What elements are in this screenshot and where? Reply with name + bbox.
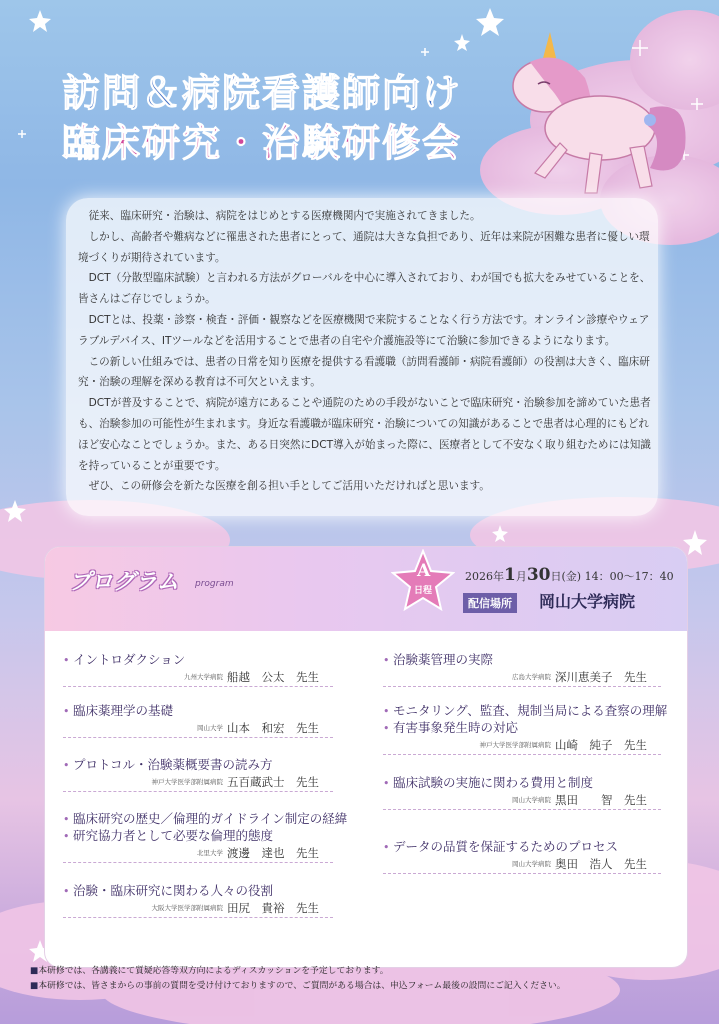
speaker-name: 山崎 純子 先生 [555, 738, 647, 752]
session-title [63, 650, 185, 668]
bullet-icon: • [63, 654, 73, 667]
speaker-name: 黒田 智 先生 [555, 793, 647, 807]
session-title [63, 881, 273, 899]
badge-letter: A [417, 561, 431, 581]
venue-name: 岡山大学病院 [539, 592, 636, 611]
badge-label: 日程 [414, 586, 433, 596]
session-title [383, 718, 518, 736]
session-title-text: 治験・臨床研究に関わる人々の役割 [73, 883, 274, 898]
session-title [383, 773, 593, 791]
speaker-affiliation: 広島大学病院 [512, 673, 551, 681]
speaker-name: 船越 公太 先生 [227, 670, 319, 684]
session-title-text: 治験薬管理の実際 [393, 652, 494, 667]
schedule-star-badge [391, 549, 455, 615]
intro-paragraph: DCT（分散型臨床試験）と言われる方法がグローバルを中心に導入されており、わが国でも拡大をみせていることを、皆さんはご存じでしょうか。 [78, 272, 651, 306]
separator-line [63, 862, 333, 863]
separator-line [63, 686, 333, 687]
session-title-text: モニタリング、監査、規制当局による査察の理解 [393, 703, 668, 718]
separator-line [383, 809, 661, 810]
speaker-name: 奥田 浩人 先生 [555, 857, 647, 871]
date-month: 1 [504, 565, 516, 585]
title-line-1: 訪問＆病院看護師向け [62, 70, 463, 115]
session-title [383, 650, 493, 668]
speaker-affiliation: 岡山大学 [197, 724, 223, 732]
date-day: 30 [526, 565, 551, 585]
speaker-affiliation: 神戸大学医学部附属病院 [151, 778, 223, 786]
separator-line [383, 873, 661, 874]
event-date [465, 565, 674, 585]
session-title-text: プロトコル・治験薬概要書の読み方 [73, 757, 273, 772]
intro-text [78, 206, 658, 497]
session-title-text: 有害事象発生時の対応 [393, 720, 519, 735]
bullet-icon: • [383, 722, 393, 735]
title-line-2: 臨床研究・治験研修会 [62, 120, 463, 165]
program-subtitle: program [195, 579, 234, 589]
program-panel [44, 546, 688, 968]
venue-label: 配信場所 [463, 593, 517, 613]
intro-paragraph: DCTが普及することで、病院が遠方にあることや通院のための手段がないことで臨床研究・治験参加を諦めていた患者も、治験参加の可能性が生まれます。身近な看護職が臨床研究・治験についての知識があることで患者は心理的にもどれほど安心なことでしょうか。また、ある日突然にDCT導入が始まった際に、医療者として不安なく取り組むためには知識を持っていることが重要です。 [78, 397, 651, 472]
session-title-text: 臨床試験の実施に関わる費用と制度 [393, 775, 594, 790]
program-title: プログラム [69, 570, 179, 595]
session-title [383, 701, 667, 719]
separator-line [63, 737, 333, 738]
intro-paragraph: この新しい仕組みでは、患者の日常を知り医療を提供する看護職（訪問看護師・病院看護師）の役割は大きく、臨床研究・治験の理解を深める教育は不可欠といえます。 [78, 355, 650, 389]
separator-line [63, 917, 333, 918]
note-item: ■本研修では、皆さまからの事前の質問を受け付けておりますので、ご質問がある場合は、申込フォーム最後の設問にご記入ください。 [30, 981, 566, 991]
session-title-text: 研究協力者として必要な倫理的態度 [73, 828, 274, 843]
speaker-name: 五百蔵武士 先生 [227, 775, 319, 789]
date-time: 日(金) 14：00～17：40 [550, 570, 674, 583]
speaker-name: 田尻 貴裕 先生 [227, 901, 319, 915]
speaker-affiliation: 神戸大学医学部附属病院 [479, 741, 551, 749]
separator-line [63, 791, 333, 792]
program-header [45, 547, 687, 631]
intro-paragraph: DCTとは、投薬・診察・検査・評価・観察などを医療機関で来院することなく行う方法です。オンライン診療やウェアラブルデバイス、ITツールなどを活用することで患者の自宅や介護施設等にて治験に参加できるようになります。 [78, 313, 650, 347]
speaker-name: 渡邊 達也 先生 [227, 846, 319, 860]
speaker-affiliation: 岡山大学病院 [512, 796, 551, 804]
speaker-name: 深川恵美子 先生 [555, 670, 647, 684]
session-title [383, 837, 618, 855]
session-title [63, 701, 173, 719]
bullet-icon: • [63, 759, 73, 772]
speaker-affiliation: 九州大学病院 [184, 673, 223, 681]
bullet-icon: • [63, 885, 73, 898]
session-title [63, 755, 273, 773]
date-month-unit: 月 [515, 570, 527, 583]
date-year: 2026年 [465, 570, 504, 583]
intro-paragraph: 従来、臨床研究・治験は、病院をはじめとする医療機関内で実施されてきました。 [88, 210, 481, 222]
note-item: ■本研修では、各講義にて質疑応答等双方向によるディスカッションを予定しております。 [30, 966, 389, 976]
session-title-text: 臨床研究の歴史／倫理的ガイドライン制定の経緯 [73, 811, 348, 826]
speaker-affiliation: 岡山大学病院 [512, 860, 551, 868]
speaker-affiliation: 大阪大学医学部附属病院 [151, 904, 223, 912]
bullet-icon: • [63, 830, 73, 843]
session-title [63, 809, 347, 827]
speaker-affiliation: 北里大学 [197, 849, 223, 857]
bullet-icon: • [63, 705, 73, 718]
bullet-icon: • [383, 777, 393, 790]
session-title-text: 臨床薬理学の基礎 [73, 703, 174, 718]
separator-line [383, 686, 661, 687]
bullet-icon: • [63, 813, 73, 826]
separator-line [383, 754, 661, 755]
intro-paragraph: ぜひ、この研修会を新たな医療を創る担い手としてご活用いただければと思います。 [88, 480, 490, 493]
footer-notes [30, 964, 566, 994]
bullet-icon: • [383, 654, 393, 667]
session-title [63, 826, 273, 844]
bullet-icon: • [383, 705, 393, 718]
note-text: 本研修では、皆さまからの事前の質問を受け付けておりますので、ご質問がある場合は、申込フォーム最後の設問にご記入ください。 [38, 981, 566, 991]
bullet-icon: • [383, 841, 393, 854]
speaker-name: 山本 和宏 先生 [227, 721, 319, 735]
session-title-text: イントロダクション [73, 652, 186, 667]
intro-paragraph: しかし、高齢者や難病などに罹患された患者にとって、通院は大きな負担であり、近年は来院が困難な患者に優しい環境づくりが期待されています。 [78, 230, 650, 264]
session-title-text: データの品質を保証するためのプロセス [393, 839, 619, 854]
unicorn-illustration [490, 28, 700, 208]
note-text: 本研修では、各講義にて質疑応答等双方向によるディスカッションを予定しております。 [38, 966, 389, 976]
